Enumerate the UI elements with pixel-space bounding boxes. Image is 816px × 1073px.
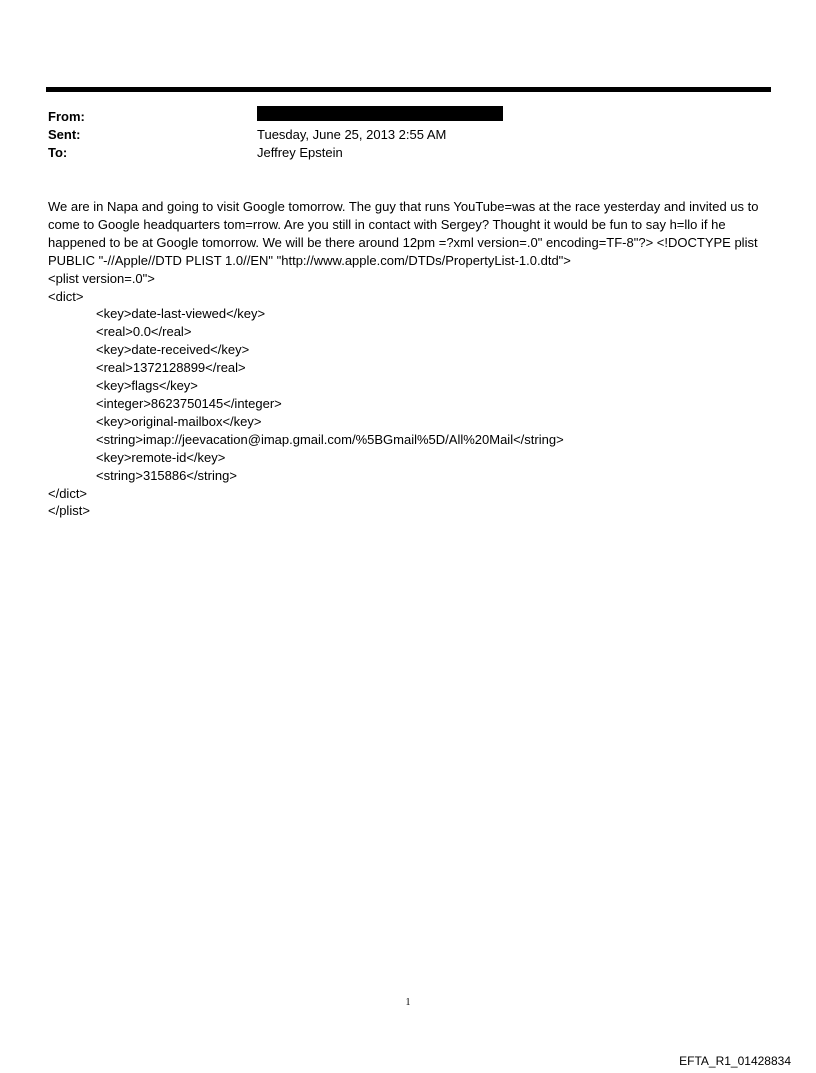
from-value <box>257 108 503 126</box>
plist-entry: <real>1372128899</real> <box>96 360 246 376</box>
plist-entry: <key>remote-id</key> <box>96 449 226 465</box>
plist-entry: <key>flags</key> <box>96 378 198 394</box>
dict-open: <dict> <box>48 288 84 304</box>
plist-entry: <key>date-received</key> <box>96 342 250 358</box>
plist-entry: <string>315886</string> <box>96 467 237 483</box>
to-row <box>48 144 768 162</box>
to-value: Jeffrey Epstein <box>257 145 343 160</box>
plist-entry: <string>imap://jeevacation@imap.gmail.com/%5BGmail%5D/All%20Mail</string> <box>96 431 564 447</box>
plist-entry: <key>date-last-viewed</key> <box>96 306 266 322</box>
document-id: EFTA_R1_01428834 <box>679 1054 791 1068</box>
plist-entry: <integer>8623750145</integer> <box>96 395 282 411</box>
header-rule <box>46 87 771 92</box>
to-label: To: <box>48 145 68 160</box>
from-label: From: <box>48 109 85 124</box>
sent-label: Sent: <box>48 127 81 142</box>
email-body <box>48 198 776 520</box>
plist-entry: <real>0.0</real> <box>96 324 192 340</box>
email-header <box>48 108 768 162</box>
plist-entry: <key>original-mailbox</key> <box>96 413 262 429</box>
page-number: 1 <box>405 997 411 1008</box>
from-row <box>48 108 768 126</box>
plist-open: <plist version=.0"> <box>48 270 155 286</box>
dict-close: </dict> <box>48 485 88 501</box>
sent-value: Tuesday, June 25, 2013 2:55 AM <box>257 127 447 142</box>
plist-close: </plist> <box>48 503 90 519</box>
redaction-block <box>257 106 503 121</box>
body-paragraph: We are in Napa and going to visit Google tomorrow. The guy that runs YouTube=was at the race yesterday and invited us to come to Google headquarters tom=rrow. Are you still in contact with Sergey? Thought it would be fun to say h=llo if he happened to be at Google tomorrow. We will be there around 12pm =?xml version=.0" encoding=TF-8"?> <!DOCTYPE plist PUBLIC "-//Apple//DTD PLIST 1.0//EN" "http://www.apple.com/DTDs/PropertyList-1.0.dtd"> <box>48 199 759 268</box>
sent-row <box>48 126 768 144</box>
